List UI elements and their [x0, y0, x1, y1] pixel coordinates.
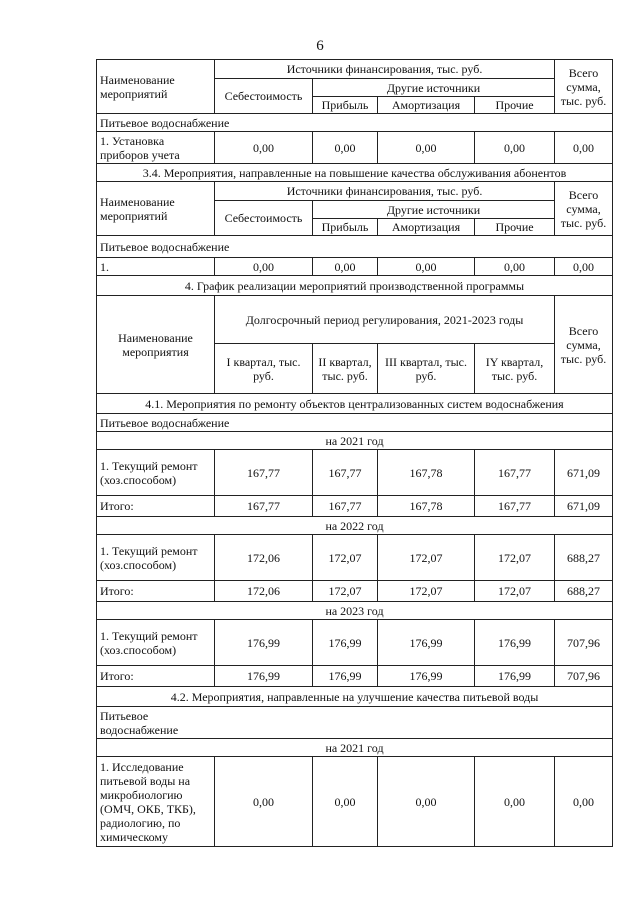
row-name: 1. Текущий ремонт (хоз.способом): [97, 450, 215, 496]
cell-q2: 176,99: [313, 666, 378, 687]
cell-q3: 172,07: [378, 581, 475, 602]
header-q1: I квартал, тыс. руб.: [215, 344, 313, 394]
cell-total: 688,27: [555, 581, 613, 602]
header-sources: Источники финансирования, тыс. руб.: [215, 182, 555, 201]
year-row: на 2021 год: [97, 739, 613, 757]
cell-total: 671,09: [555, 450, 613, 496]
cell-cost: 0,00: [215, 132, 313, 164]
cell-total: 707,96: [555, 620, 613, 666]
cell-q1: 167,77: [215, 496, 313, 517]
header-cost: Себестоимость: [215, 201, 313, 236]
cell-profit: 0,00: [313, 258, 378, 276]
cell-q1: 167,77: [215, 450, 313, 496]
total-row-label: Итого:: [97, 581, 215, 602]
header-profit: Прибыль: [313, 97, 378, 114]
cell-q2: 176,99: [313, 620, 378, 666]
header-total: Всего сумма, тыс. руб.: [555, 296, 613, 394]
cell-q1: 176,99: [215, 620, 313, 666]
cell-q3: 176,99: [378, 666, 475, 687]
row-name: 1. Текущий ремонт (хоз.способом): [97, 620, 215, 666]
group-row: Питьевое водоснабжение: [97, 236, 613, 258]
header-misc: Прочие: [475, 97, 555, 114]
cell-q3: 172,07: [378, 535, 475, 581]
cell-profit: 0,00: [313, 132, 378, 164]
cell-misc: 0,00: [475, 132, 555, 164]
cell-q1: 176,99: [215, 666, 313, 687]
cell-q4: 167,77: [475, 496, 555, 517]
year-row: на 2022 год: [97, 517, 613, 535]
row-name: 1. Исследование питьевой воды на микробиологию (ОМЧ, ОКБ, ТКБ), радиологию, по химическому: [97, 757, 215, 847]
group-label: Питьевое водоснабжение: [100, 708, 179, 737]
header-name: Наименование мероприятий: [97, 60, 215, 114]
header-q3: III квартал, тыс. руб.: [378, 344, 475, 394]
cell-q3: 167,78: [378, 450, 475, 496]
section-title: 4. График реализации мероприятий производственной программы: [97, 276, 613, 296]
cell-q3: 0,00: [378, 757, 475, 847]
header-amortization: Амортизация: [378, 219, 475, 236]
page-number: 6: [316, 38, 324, 54]
group-row: Питьевое водоснабжение: [97, 414, 613, 432]
cell-q2: 172,07: [313, 581, 378, 602]
header-other-sources: Другие источники: [313, 79, 555, 97]
header-profit: Прибыль: [313, 219, 378, 236]
total-row-label: Итого:: [97, 666, 215, 687]
cell-total: 688,27: [555, 535, 613, 581]
header-amortization: Амортизация: [378, 97, 475, 114]
cell-q4: 167,77: [475, 450, 555, 496]
cell-q4: 176,99: [475, 666, 555, 687]
cell-total: 707,96: [555, 666, 613, 687]
header-q4: IY квартал, тыс. руб.: [475, 344, 555, 394]
cell-amortization: 0,00: [378, 258, 475, 276]
cell-total: 671,09: [555, 496, 613, 517]
cell-q4: 172,07: [475, 581, 555, 602]
total-row-label: Итого:: [97, 496, 215, 517]
header-total: Всего сумма, тыс. руб.: [555, 60, 613, 114]
cell-q2: 172,07: [313, 535, 378, 581]
cell-amortization: 0,00: [378, 132, 475, 164]
header-name: Наименование мероприятий: [97, 182, 215, 236]
group-row: Питьевое водоснабжение: [97, 114, 613, 132]
header-sources: Источники финансирования, тыс. руб.: [215, 60, 555, 79]
year-row: на 2023 год: [97, 602, 613, 620]
cell-q3: 167,78: [378, 496, 475, 517]
cell-q1: 0,00: [215, 757, 313, 847]
cell-q4: 0,00: [475, 757, 555, 847]
cell-q4: 176,99: [475, 620, 555, 666]
cell-q1: 172,06: [215, 581, 313, 602]
cell-q2: 167,77: [313, 450, 378, 496]
cell-q3: 176,99: [378, 620, 475, 666]
row-name: 1. Установка приборов учета: [97, 132, 215, 164]
cell-q1: 172,06: [215, 535, 313, 581]
cell-total: 0,00: [555, 258, 613, 276]
header-other-sources: Другие источники: [313, 201, 555, 219]
section-title: 3.4. Мероприятия, направленные на повышение качества обслуживания абонентов: [97, 164, 613, 182]
group-row: [97, 707, 613, 739]
program-table: [96, 59, 613, 847]
cell-total: 0,00: [555, 132, 613, 164]
cell-total: 0,00: [555, 757, 613, 847]
year-row: на 2021 год: [97, 432, 613, 450]
section-title: 4.2. Мероприятия, направленные на улучшение качества питьевой воды: [97, 687, 613, 707]
cell-cost: 0,00: [215, 258, 313, 276]
header-name: Наименование мероприятия: [97, 296, 215, 394]
header-q2: II квартал, тыс. руб.: [313, 344, 378, 394]
cell-q4: 172,07: [475, 535, 555, 581]
header-misc: Прочие: [475, 219, 555, 236]
cell-q2: 0,00: [313, 757, 378, 847]
header-cost: Себестоимость: [215, 79, 313, 114]
row-name: 1.: [97, 258, 215, 276]
cell-misc: 0,00: [475, 258, 555, 276]
section-title: 4.1. Мероприятия по ремонту объектов централизованных систем водоснабжения: [97, 394, 613, 414]
header-total: Всего сумма, тыс. руб.: [555, 182, 613, 236]
header-period: Долгосрочный период регулирования, 2021-2023 годы: [215, 296, 555, 344]
cell-q2: 167,77: [313, 496, 378, 517]
row-name: 1. Текущий ремонт (хоз.способом): [97, 535, 215, 581]
